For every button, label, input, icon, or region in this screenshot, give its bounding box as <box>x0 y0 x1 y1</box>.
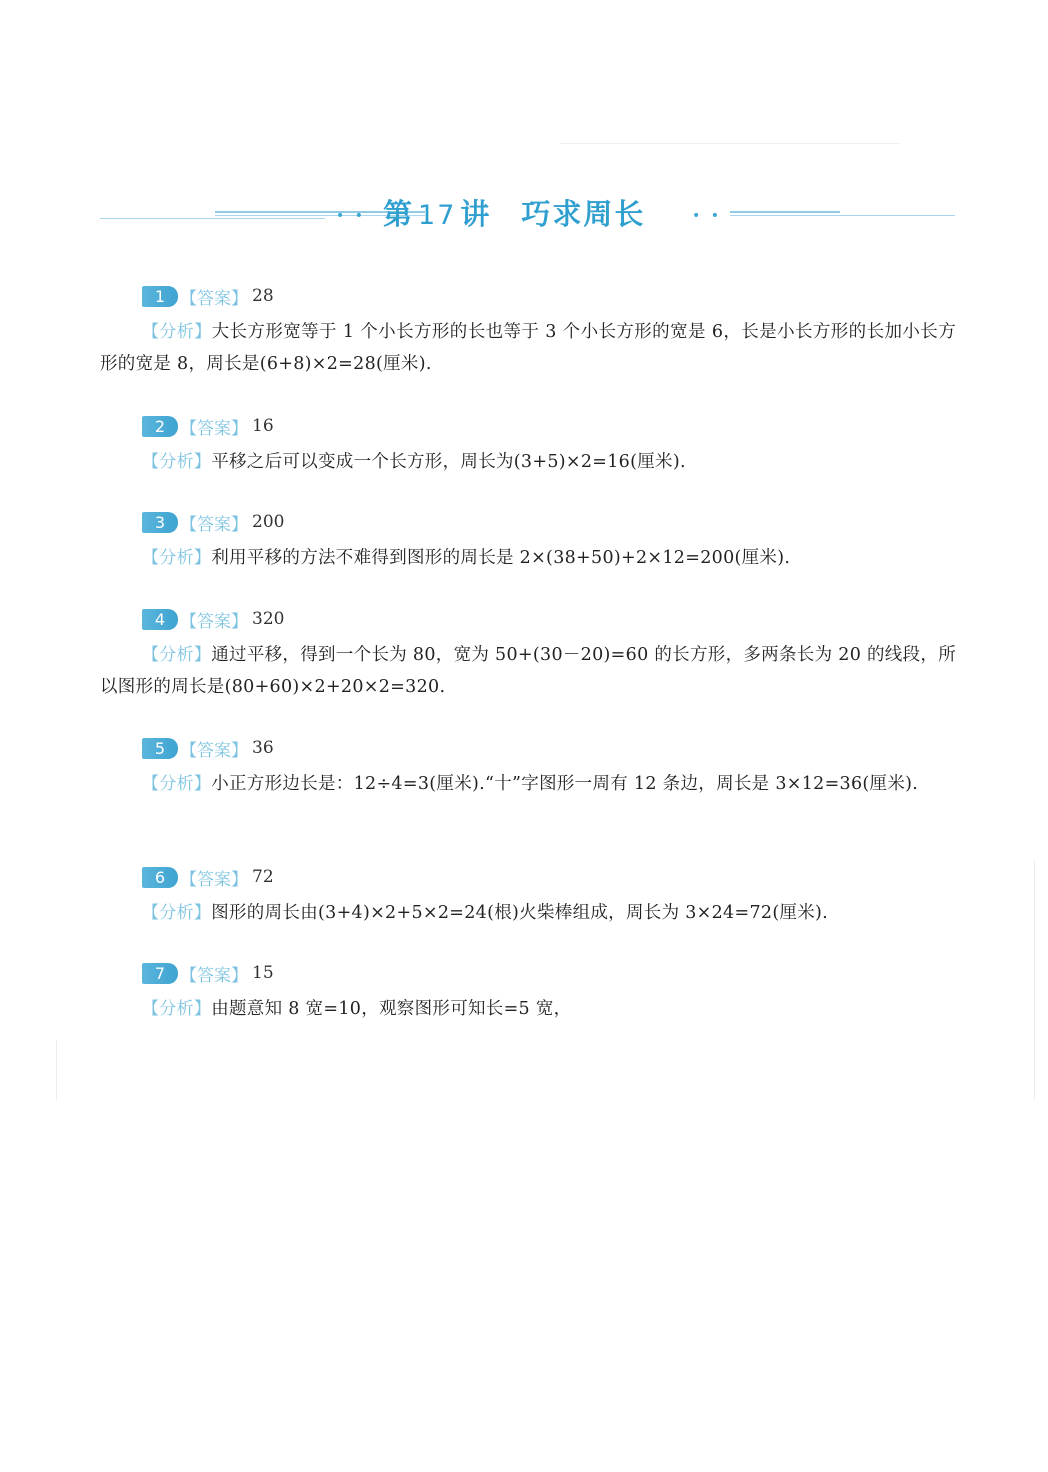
analysis-tag: 【分析】 <box>142 999 212 1019</box>
analysis-tag: 【分析】 <box>142 322 212 342</box>
item-number-badge: 4 <box>142 609 178 630</box>
answer-tag: 【答案】 <box>180 514 248 535</box>
item-number-badge: 2 <box>142 416 178 437</box>
item-number-badge: 3 <box>142 512 178 533</box>
analysis-text: 图形的周长由(3+4)×2+5×2=24(根)火柴棒组成，周长为 3×24=72(厘米). <box>211 903 829 923</box>
title-rule-right <box>730 215 955 216</box>
answer-value: 28 <box>252 286 274 306</box>
answer-row <box>100 865 956 889</box>
answer-row <box>100 414 956 438</box>
answer-row <box>100 736 956 760</box>
title-dots-right: • • <box>692 208 722 224</box>
page-title <box>383 192 645 233</box>
answer-row <box>100 284 956 308</box>
answer-value: 72 <box>252 867 274 887</box>
answer-tag: 【答案】 <box>180 418 248 439</box>
answer-value: 320 <box>252 609 285 629</box>
answer-item <box>100 284 956 380</box>
title-name: 巧求周长 <box>521 197 646 231</box>
answer-value: 36 <box>252 738 274 758</box>
analysis-text: 利用平移的方法不难得到图形的周长是 2×(38+50)+2×12=200(厘米). <box>211 548 791 568</box>
answer-value: 15 <box>252 963 274 983</box>
item-number-badge: 7 <box>142 963 178 984</box>
analysis-text: 由题意知 8 宽=10，观察图形可知长=5 宽， <box>211 999 572 1019</box>
analysis-text: 小正方形边长是：12÷4=3(厘米).“十”字图形一周有 12 条边，周长是 3×12=36(厘米). <box>211 774 919 794</box>
analysis-paragraph <box>100 768 956 800</box>
answer-item <box>100 736 956 800</box>
analysis-paragraph <box>100 446 956 478</box>
title-banner <box>100 190 955 240</box>
analysis-tag: 【分析】 <box>142 903 212 923</box>
analysis-text: 平移之后可以变成一个长方形，周长为(3+5)×2=16(厘米). <box>211 452 686 472</box>
analysis-text: 通过平移，得到一个长为 80，宽为 50+(30－20)=60 的长方形，多两条长为 20 的线段，所以图形的周长是(80+60)×2+20×2=320. <box>100 645 957 697</box>
answer-value: 16 <box>252 416 274 436</box>
title-number: 17 <box>418 200 457 231</box>
analysis-paragraph <box>100 897 956 929</box>
title-prefix: 第 <box>383 197 415 231</box>
analysis-paragraph <box>100 542 956 574</box>
analysis-paragraph <box>100 993 956 1025</box>
item-number-badge: 5 <box>142 738 178 759</box>
answer-item <box>100 961 956 1025</box>
analysis-paragraph <box>100 316 956 380</box>
analysis-tag: 【分析】 <box>142 774 212 794</box>
title-suffix: 讲 <box>460 197 492 231</box>
title-dots-left: • • <box>336 208 366 224</box>
answer-tag: 【答案】 <box>180 288 248 309</box>
scan-artifact <box>56 1040 57 1100</box>
answer-row <box>100 961 956 985</box>
scan-artifact <box>560 143 900 144</box>
answer-item <box>100 414 956 478</box>
item-number-badge: 6 <box>142 867 178 888</box>
analysis-tag: 【分析】 <box>142 548 212 568</box>
analysis-tag: 【分析】 <box>142 645 212 665</box>
analysis-paragraph <box>100 639 956 703</box>
scan-artifact <box>1034 860 1035 1100</box>
answer-row <box>100 607 956 631</box>
answer-tag: 【答案】 <box>180 740 248 761</box>
answer-item <box>100 607 956 703</box>
item-number-badge: 1 <box>142 286 178 307</box>
answer-item <box>100 510 956 574</box>
answer-tag: 【答案】 <box>180 869 248 890</box>
answer-row <box>100 510 956 534</box>
answer-tag: 【答案】 <box>180 611 248 632</box>
answer-item <box>100 865 956 929</box>
title-rule-left <box>100 218 325 219</box>
answer-tag: 【答案】 <box>180 965 248 986</box>
title-rule-right-upper <box>730 211 840 213</box>
answer-value: 200 <box>252 512 285 532</box>
analysis-text: 大长方形宽等于 1 个小长方形的长也等于 3 个小长方形的宽是 6，长是小长方形的长加小长方形的宽是 8，周长是(6+8)×2=28(厘米). <box>100 322 956 374</box>
analysis-tag: 【分析】 <box>142 452 212 472</box>
